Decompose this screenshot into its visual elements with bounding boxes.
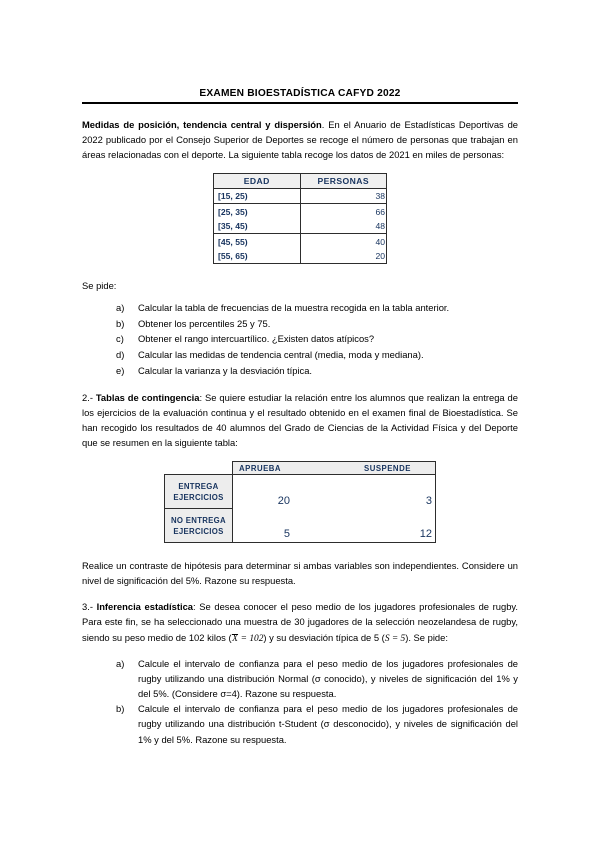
age-persons-table xyxy=(213,173,387,264)
cell-personas: 66 xyxy=(375,206,385,217)
row-header-line1: ENTREGA xyxy=(178,481,219,491)
section3-lead-part1: : Se desea conocer el peso medio de los jugadores profesionales de rugby. Para este fin, se ha seleccionado una muestra de 30 jugadores de la selección neozelandesa de rugby, siendo su peso medio de 102 kilos ( xyxy=(82,601,519,643)
sample-sd-symbol: S xyxy=(384,633,390,644)
section1-prompt: Se pide: xyxy=(82,280,117,292)
list-item-text: Obtener los percentiles 25 y 75. xyxy=(138,317,271,329)
section3-number: 3.- xyxy=(82,601,97,613)
page-title: EXAMEN BIOESTADÍSTICA CAFYD 2022 xyxy=(199,88,401,99)
list-item-text: Calcular la varianza y la desviación típica. xyxy=(138,364,313,376)
section2-closing-paragraph: Realice un contraste de hipótesis para determinar si ambas variables son independientes. Considere un nivel de significación del 5%. Razone su respuesta. xyxy=(82,560,518,587)
section3-lead-bold: Inferencia estadística xyxy=(96,601,193,613)
list-item xyxy=(116,300,518,315)
cell-age: [45, 55) xyxy=(214,234,301,249)
cell-age: [35, 45) xyxy=(214,219,301,234)
section1-lead-rest: . En el Anuario de Estadísticas Deportivas de 2022 publicado por el Consejo Superior de Deportes se recoge el número de personas que trabajan en áreas relacionadas con el deporte. La siguiente tabla recoge los datos de 2021 en miles de personas: xyxy=(82,119,519,161)
row-header-line2: EJERCICIOS xyxy=(173,492,224,502)
list-item xyxy=(116,363,518,378)
section2-lead-rest: : Se quiere estudiar la relación entre los alumnos que realizan la entrega de los ejercicios de la evaluación continua y el resultado obtenido en el examen final de Bioestadística. Se han recogido los resultados de 40 alumnos del Grado de Ciencias de la Actividad Física y del Deporte que se resumen en la siguiente tabla: xyxy=(82,391,518,449)
list-item-text: Calcule el intervalo de confianza para el peso medio de los jugadores profesionales de rugby utilizando una distribución t-Student (σ desconocido), y niveles de significación del 1% y del 5%. Razone su respuesta. xyxy=(138,703,518,745)
list-item-text: Calcular la tabla de frecuencias de la muestra recogida en la tabla anterior. xyxy=(138,302,450,314)
table-row xyxy=(214,234,387,249)
contingency-table xyxy=(164,461,436,543)
section3-intro-paragraph xyxy=(82,599,518,646)
table-header-row xyxy=(165,462,436,475)
section3-item-list xyxy=(82,656,518,747)
row-header-line2: EJERCICIOS xyxy=(173,526,224,536)
section1-lead-bold: Medidas de posición, tendencia central y dispersión xyxy=(82,119,322,130)
cell-suspende: 12 xyxy=(334,509,436,543)
section1-intro-paragraph xyxy=(82,117,518,162)
section2-intro-paragraph xyxy=(82,390,518,450)
section2-number: 2.- xyxy=(82,391,96,403)
section2-lead-bold: Tablas de contingencia xyxy=(95,391,200,403)
column-header-edad: EDAD xyxy=(214,174,301,189)
contingency-table-container xyxy=(82,461,518,543)
list-item xyxy=(116,701,518,746)
age-persons-table-body xyxy=(214,189,387,264)
list-item-marker: d) xyxy=(116,349,125,361)
list-item-marker: a) xyxy=(116,657,125,669)
list-item-text: Calcular las medidas de tendencia central (media, moda y mediana). xyxy=(138,349,424,361)
column-header-aprueba: APRUEBA xyxy=(233,462,335,475)
table-row xyxy=(165,475,436,509)
cell-personas: 38 xyxy=(300,189,387,204)
list-item xyxy=(116,347,518,362)
sample-mean-value: = 102 xyxy=(238,633,264,644)
cell-personas: 40 xyxy=(375,236,385,247)
list-item xyxy=(116,656,518,701)
cell-age: [15, 25) xyxy=(214,189,301,204)
column-header-suspende: SUSPENDE xyxy=(334,462,436,475)
table-row xyxy=(214,219,387,234)
list-item-marker: e) xyxy=(116,364,125,376)
table-header-row xyxy=(214,174,387,189)
row-header-entrega-ejercicios xyxy=(165,475,233,509)
age-persons-table-head xyxy=(214,174,387,189)
cell-suspende: 3 xyxy=(334,475,436,509)
cell-age: [25, 35) xyxy=(214,204,301,219)
section1-item-list xyxy=(82,300,518,377)
section3-lead-part2: ) y su desviación típica de 5 ( xyxy=(263,631,385,643)
list-item-marker: b) xyxy=(116,317,125,329)
list-item xyxy=(116,316,518,331)
table-row xyxy=(214,249,387,264)
table-row xyxy=(214,204,387,219)
table-row xyxy=(214,189,387,204)
row-header-line1: NO ENTREGA xyxy=(171,515,226,525)
cell-personas: 20 xyxy=(375,251,385,262)
section3-lead-part3: ). Se pide: xyxy=(405,631,448,643)
cell-aprueba: 5 xyxy=(233,509,335,543)
list-item-text: Calcule el intervalo de confianza para el peso medio de los jugadores profesionales de rugby utilizando una distribución Normal (σ conocido), y niveles de significación del 1% y del 5%. (Considere σ=4). Razone su respuesta. xyxy=(138,657,518,699)
cell-personas: 48 xyxy=(300,219,387,234)
row-header-no-entrega-ejercicios xyxy=(165,509,233,543)
sample-mean-symbol: X xyxy=(232,633,238,644)
cell-aprueba: 20 xyxy=(233,475,335,509)
list-item-text: Obtener el rango intercuartílico. ¿Existen datos atípicos? xyxy=(138,333,375,345)
list-item-marker: b) xyxy=(116,703,125,715)
sample-sd-value: = 5 xyxy=(389,633,406,644)
frequency-table-container xyxy=(82,173,518,264)
table-corner-cell xyxy=(165,462,233,475)
table-row xyxy=(165,509,436,543)
list-item-marker: c) xyxy=(116,333,124,345)
list-item xyxy=(116,331,518,346)
title-divider xyxy=(82,102,518,104)
cell-age: [55, 65) xyxy=(214,249,301,264)
list-item-marker: a) xyxy=(116,302,125,314)
column-header-personas: PERSONAS xyxy=(300,174,387,189)
